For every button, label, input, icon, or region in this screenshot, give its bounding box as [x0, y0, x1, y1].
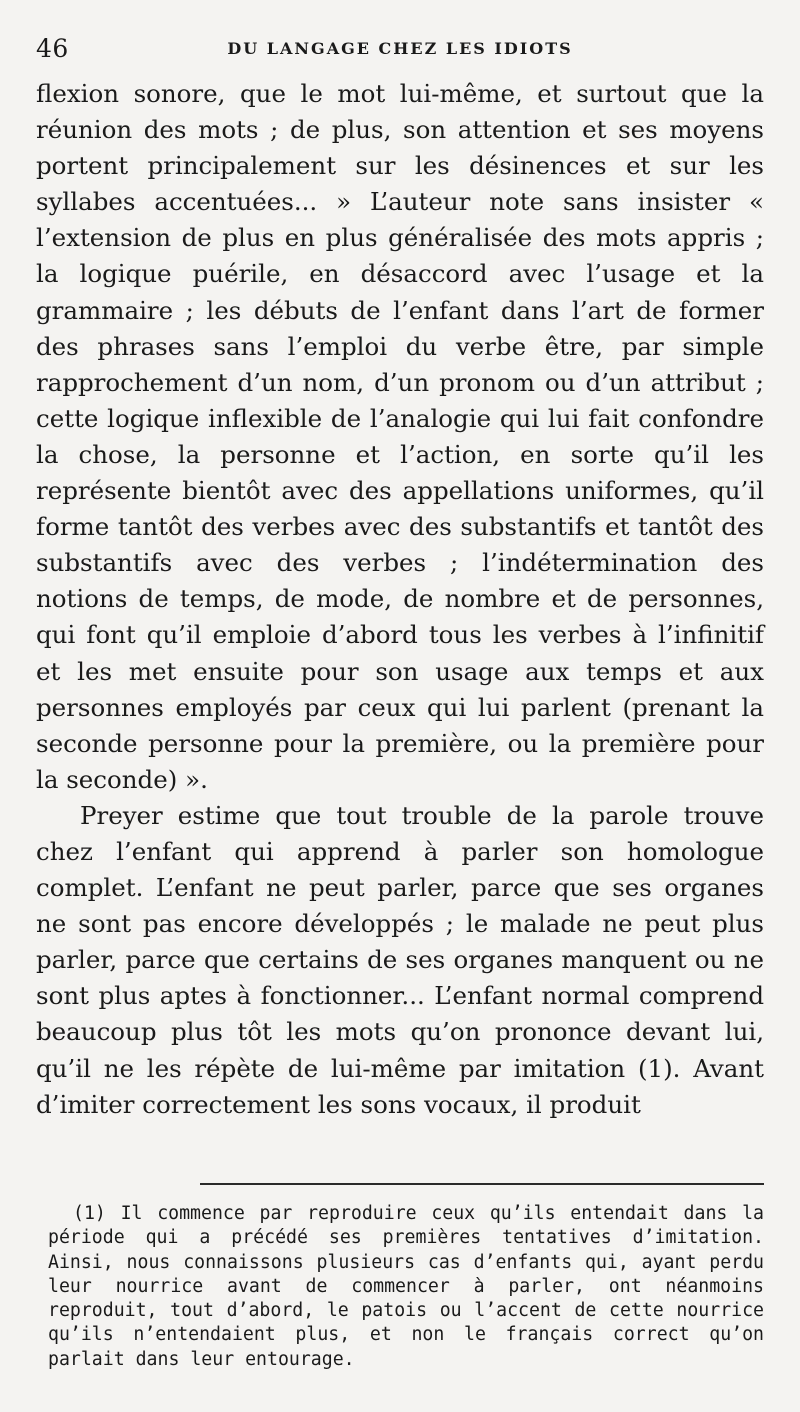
page-header	[36, 30, 764, 66]
main-text	[36, 76, 764, 1123]
footnote-divider	[200, 1183, 764, 1185]
running-title: DU LANGAGE CHEZ LES IDIOTS	[227, 39, 573, 58]
footnote-text: (1) Il commence par reproduire ceux qu’ils entendait dans la période qui a précédé ses premières tentatives d’imitation. Ainsi, nous connaissons plusieurs cas d’enfants qui, ayant perdu leur nourrice avant de commencer à parler, ont néanmoins reproduit, tout d’abord, le patois ou l’accent de cette nourrice qu’ils n’entendaient plus, et non le français correct qu’on parlait dans leur entourage.	[48, 1203, 764, 1370]
page-number: 46	[36, 34, 69, 63]
paragraph-continued: flexion sonore, que le mot lui-même, et surtout que la réunion des mots ; de plus, son attention et ses moyens portent principalement sur les désinences et sur les syllabes accentuées... » L’auteur note sans insister « l’extension de plus en plus généralisée des mots appris ; la logique puérile, en désaccord avec l’usage et la grammaire ; les débuts de l’enfant dans l’art de former des phrases sans l’emploi du verbe être, par simple rapprochement d’un nom, d’un pronom ou d’un attribut ; cette logique inflexible de l’analogie qui lui fait confondre la chose, la personne et l’action, en sorte qu’il les représente bientôt avec des appellations uniformes, qu’il forme tantôt des verbes avec des substantifs et tantôt des substantifs avec des verbes ; l’indétermination des notions de temps, de mode, de nombre et de personnes, qui font qu’il emploie d’abord tous les verbes à l’infinitif et les met ensuite pour son usage aux temps et aux personnes employés par ceux qui lui parlent (prenant la seconde personne pour la première, ou la première pour la seconde) ».	[36, 79, 764, 794]
footnote	[48, 1202, 764, 1372]
paragraph-preyer: Preyer estime que tout trouble de la parole trouve chez l’enfant qui apprend à parler son homologue complet. L’enfant ne peut parler, parce que ses organes ne sont pas encore développés ; le malade ne peut plus parler, parce que certains de ses organes manquent ou ne sont plus aptes à fonctionner... L’enfant normal comprend beaucoup plus tôt les mots qu’on prononce devant lui, qu’il ne les répète de lui-même par imitation (1). Avant d’imiter correctement les sons vocaux, il produit	[36, 800, 764, 1119]
